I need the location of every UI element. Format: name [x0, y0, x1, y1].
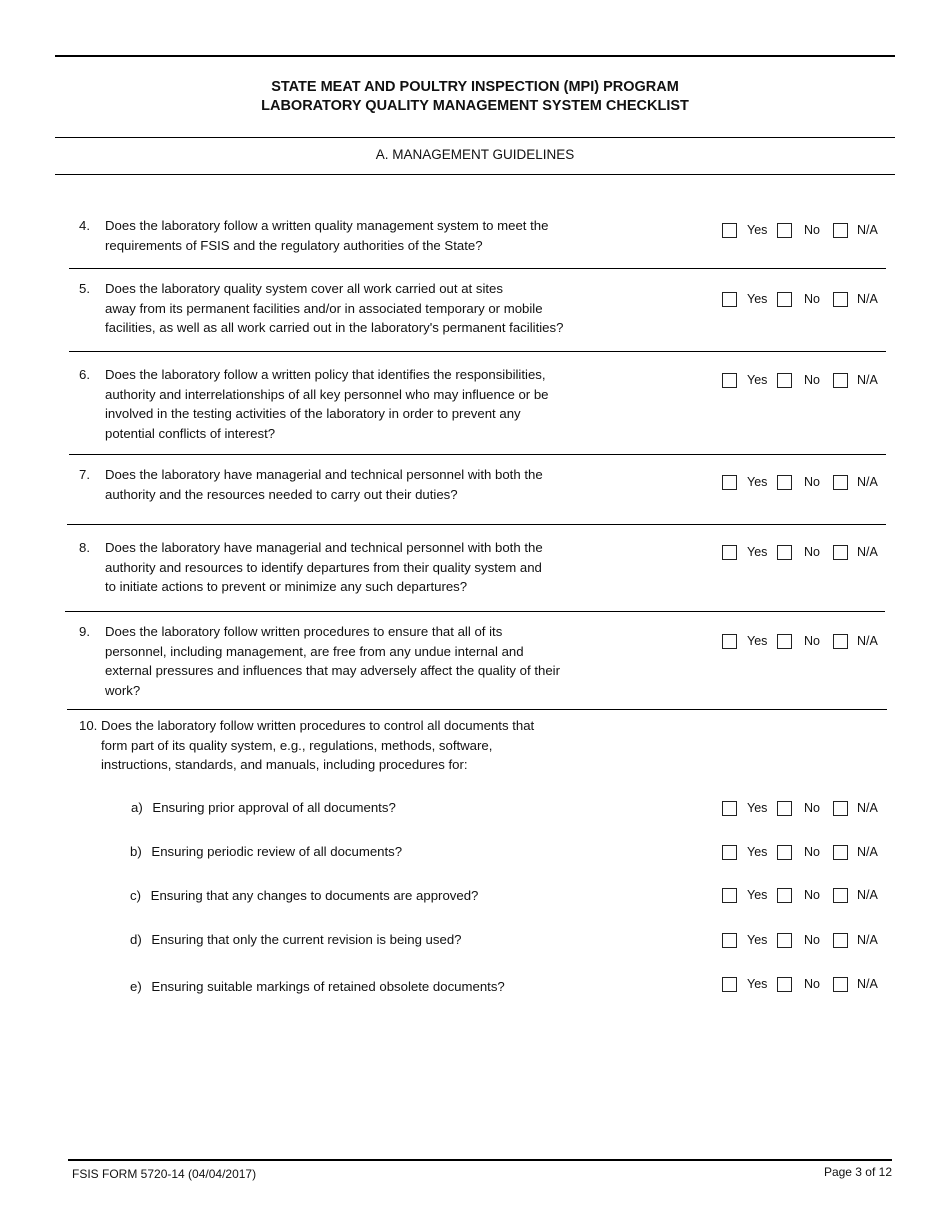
na-checkbox[interactable]	[833, 845, 848, 860]
yes-label: Yes	[747, 801, 768, 815]
question-number: 6.	[79, 367, 90, 382]
no-checkbox[interactable]	[777, 977, 792, 992]
question-number: 7.	[79, 467, 90, 482]
footer-rule	[68, 1159, 892, 1161]
question-text-line: form part of its quality system, e.g., regulations, methods, software,	[101, 738, 493, 753]
na-checkbox[interactable]	[833, 545, 848, 560]
form-id: FSIS FORM 5720-14 (04/04/2017)	[72, 1167, 257, 1181]
no-checkbox[interactable]	[777, 223, 792, 238]
na-label: N/A	[857, 933, 878, 947]
sub-item-b	[130, 844, 402, 859]
na-checkbox[interactable]	[833, 373, 848, 388]
answer-group-q8	[720, 545, 890, 563]
question-text-line: authority and the resources needed to carry out their duties?	[105, 487, 458, 502]
na-checkbox[interactable]	[833, 977, 848, 992]
no-checkbox[interactable]	[777, 373, 792, 388]
no-checkbox[interactable]	[777, 475, 792, 490]
no-label: No	[804, 888, 820, 902]
yes-checkbox[interactable]	[722, 373, 737, 388]
yes-checkbox[interactable]	[722, 223, 737, 238]
question-text-line: instructions, standards, and manuals, including procedures for:	[101, 757, 468, 772]
row-divider	[67, 524, 886, 525]
yes-label: Yes	[747, 933, 768, 947]
no-label: No	[804, 845, 820, 859]
yes-label: Yes	[747, 545, 768, 559]
yes-checkbox[interactable]	[722, 888, 737, 903]
no-label: No	[804, 223, 820, 237]
question-text-line: facilities, as well as all work carried out in the laboratory's permanent facilities?	[105, 320, 564, 335]
no-label: No	[804, 475, 820, 489]
answer-group-10d	[720, 933, 890, 951]
no-label: No	[804, 801, 820, 815]
question-text-line: Does the laboratory quality system cover all work carried out at sites	[105, 281, 503, 296]
question-text-line: to initiate actions to prevent or minimize any such departures?	[105, 579, 468, 594]
question-text-line: Does the laboratory have managerial and technical personnel with both the	[105, 467, 543, 482]
yes-checkbox[interactable]	[722, 845, 737, 860]
na-label: N/A	[857, 845, 878, 859]
sub-item-text: Ensuring prior approval of all documents?	[152, 800, 396, 815]
question-text-line: involved in the testing activities of the laboratory in order to prevent any	[105, 406, 521, 421]
top-rule	[55, 55, 895, 57]
answer-group-10b	[720, 845, 890, 863]
question-text-line: requirements of FSIS and the regulatory authorities of the State?	[105, 238, 483, 253]
no-label: No	[804, 977, 820, 991]
section-bottom-rule	[55, 174, 895, 175]
question-text-line: Does the laboratory follow a written quality management system to meet the	[105, 218, 549, 233]
sub-item-text: Ensuring that only the current revision is being used?	[151, 932, 462, 947]
question-text-line: authority and resources to identify departures from their quality system and	[105, 560, 542, 575]
answer-group-10e	[720, 977, 890, 995]
na-checkbox[interactable]	[833, 223, 848, 238]
na-checkbox[interactable]	[833, 475, 848, 490]
question-text-line: potential conflicts of interest?	[105, 426, 276, 441]
yes-checkbox[interactable]	[722, 977, 737, 992]
answer-group-q4	[720, 223, 890, 241]
yes-label: Yes	[747, 634, 768, 648]
yes-label: Yes	[747, 373, 768, 387]
question-text-line: Does the laboratory follow a written policy that identifies the responsibilities,	[105, 367, 546, 382]
question-number: 4.	[79, 218, 90, 233]
yes-label: Yes	[747, 223, 768, 237]
question-number: 9.	[79, 624, 90, 639]
yes-label: Yes	[747, 475, 768, 489]
no-label: No	[804, 545, 820, 559]
no-checkbox[interactable]	[777, 888, 792, 903]
yes-label: Yes	[747, 977, 768, 991]
section-top-rule	[55, 137, 895, 138]
sub-item-text: Ensuring suitable markings of retained obsolete documents?	[151, 979, 505, 994]
no-checkbox[interactable]	[777, 545, 792, 560]
yes-label: Yes	[747, 292, 768, 306]
na-checkbox[interactable]	[833, 801, 848, 816]
sub-item-letter: a)	[131, 800, 143, 815]
row-divider	[69, 351, 886, 352]
yes-label: Yes	[747, 845, 768, 859]
question-text-line: away from its permanent facilities and/or in associated temporary or mobile	[105, 301, 543, 316]
na-label: N/A	[857, 545, 878, 559]
sub-item-letter: d)	[130, 932, 142, 947]
row-divider	[69, 268, 886, 269]
yes-label: Yes	[747, 888, 768, 902]
page-number: Page 3 of 12	[823, 1165, 892, 1179]
sub-item-text: Ensuring periodic review of all documents?	[151, 844, 403, 859]
yes-checkbox[interactable]	[722, 801, 737, 816]
question-text-line: personnel, including management, are free from any undue internal and	[105, 644, 524, 659]
question-number: 5.	[79, 281, 90, 296]
no-checkbox[interactable]	[777, 801, 792, 816]
form-title-line1: STATE MEAT AND POULTRY INSPECTION (MPI) PROGRAM	[271, 79, 679, 95]
sub-item-e	[130, 979, 505, 994]
no-checkbox[interactable]	[777, 292, 792, 307]
question-text-line: external pressures and influences that may adversely affect the quality of their	[105, 663, 560, 678]
no-label: No	[804, 373, 820, 387]
yes-checkbox[interactable]	[722, 292, 737, 307]
answer-group-q5	[720, 292, 890, 310]
row-divider	[65, 611, 885, 612]
no-checkbox[interactable]	[777, 845, 792, 860]
na-label: N/A	[857, 223, 878, 237]
na-label: N/A	[857, 475, 878, 489]
question-text-line: 10. Does the laboratory follow written procedures to control all documents that	[79, 718, 535, 733]
row-divider	[69, 454, 886, 455]
question-number: 8.	[79, 540, 90, 555]
sub-item-a	[131, 800, 396, 815]
sub-item-letter: e)	[130, 979, 142, 994]
no-label: No	[804, 634, 820, 648]
na-checkbox[interactable]	[833, 292, 848, 307]
question-text-line: Does the laboratory have managerial and technical personnel with both the	[105, 540, 543, 555]
answer-group-10a	[720, 801, 890, 819]
answer-group-q9	[720, 634, 890, 652]
sub-item-text: Ensuring that any changes to documents are approved?	[150, 888, 479, 903]
question-text-line: authority and interrelationships of all key personnel who may influence or be	[105, 387, 549, 402]
yes-checkbox[interactable]	[722, 933, 737, 948]
na-label: N/A	[857, 977, 878, 991]
na-label: N/A	[857, 634, 878, 648]
no-checkbox[interactable]	[777, 933, 792, 948]
answer-group-10c	[720, 888, 890, 906]
form-title-line2: LABORATORY QUALITY MANAGEMENT SYSTEM CHECKLIST	[261, 98, 689, 114]
section-title: A. MANAGEMENT GUIDELINES	[375, 147, 575, 162]
question-text-line: Does the laboratory follow written procedures to ensure that all of its	[105, 624, 503, 639]
na-checkbox[interactable]	[833, 888, 848, 903]
na-label: N/A	[857, 801, 878, 815]
question-text-line: work?	[105, 683, 141, 698]
na-checkbox[interactable]	[833, 933, 848, 948]
no-checkbox[interactable]	[777, 634, 792, 649]
na-label: N/A	[857, 888, 878, 902]
answer-group-q7	[720, 475, 890, 493]
answer-group-q6	[720, 373, 890, 391]
yes-checkbox[interactable]	[722, 475, 737, 490]
row-divider	[67, 709, 887, 710]
na-checkbox[interactable]	[833, 634, 848, 649]
no-label: No	[804, 933, 820, 947]
sub-item-c	[130, 888, 478, 903]
yes-checkbox[interactable]	[722, 545, 737, 560]
sub-item-letter: b)	[130, 844, 142, 859]
na-label: N/A	[857, 292, 878, 306]
yes-checkbox[interactable]	[722, 634, 737, 649]
sub-item-d	[130, 932, 462, 947]
na-label: N/A	[857, 373, 878, 387]
no-label: No	[804, 292, 820, 306]
sub-item-letter: c)	[130, 888, 141, 903]
